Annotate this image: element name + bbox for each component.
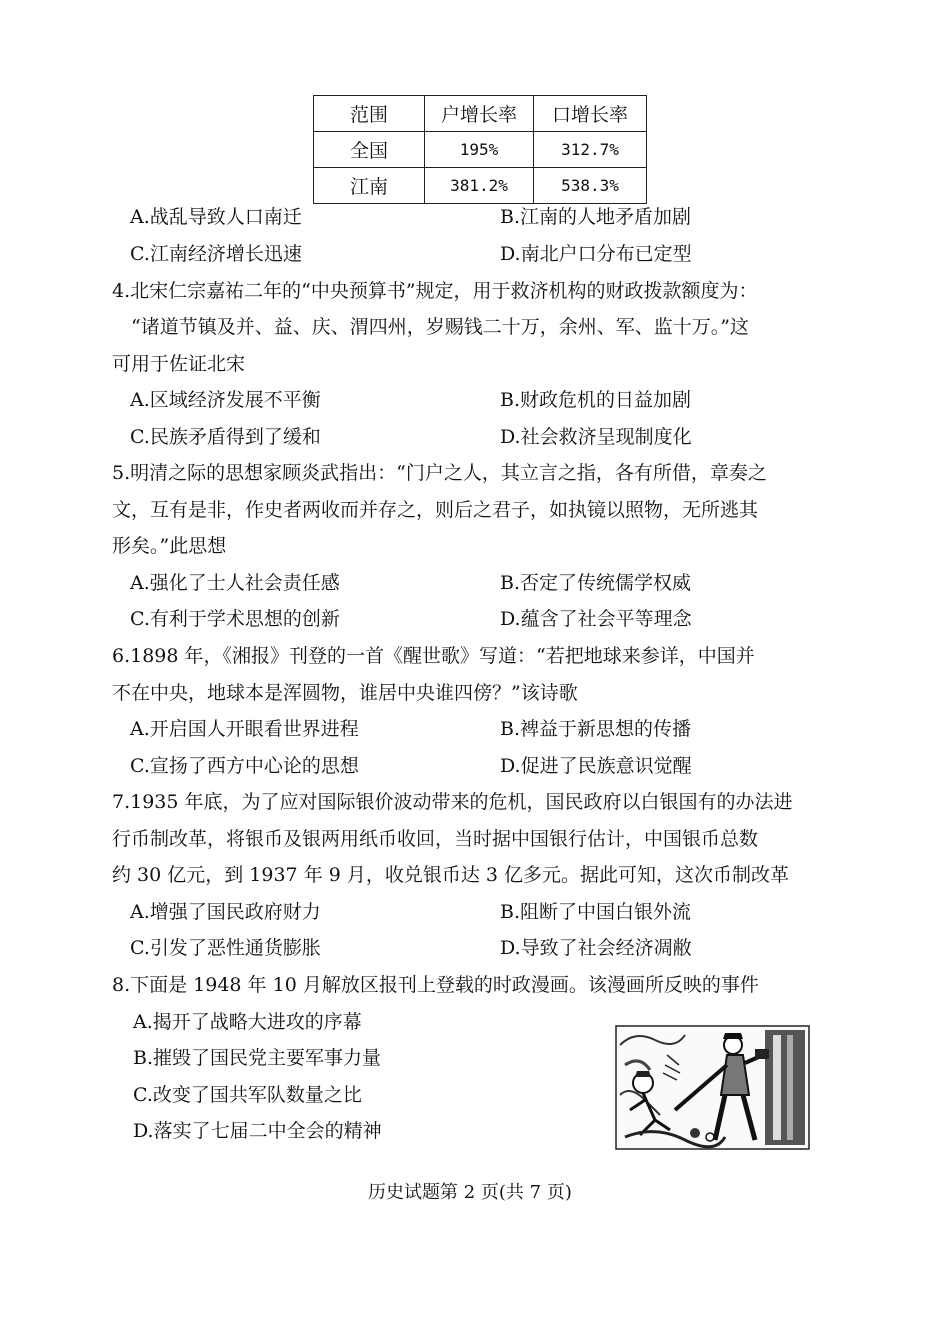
option-a: A.增强了国民政府财力	[130, 901, 321, 923]
question-stem: 4.北宋仁宗嘉祐二年的“中央预算书”规定，用于救济机构的财政拨款额度为：	[112, 280, 758, 302]
growth-rate-table	[313, 95, 647, 204]
table-header-row	[314, 96, 647, 132]
table-cell: 538.3%	[534, 168, 647, 204]
option-b: B.摧毁了国民党主要军事力量	[133, 1047, 382, 1069]
question-stem: 6.1898 年，《湘报》刊登的一首《醒世歌》写道：“若把地球来参详，中国并	[112, 645, 755, 667]
question-stem: 不在中央，地球本是浑圆物，谁居中央谁四傍？”该诗歌	[112, 682, 578, 704]
option-d: D.社会救济呈现制度化	[500, 426, 692, 448]
table-cell: 全国	[314, 132, 425, 168]
table-row	[314, 132, 647, 168]
table-row	[314, 168, 647, 204]
question-stem: 5.明清之际的思想家顾炎武指出：“门户之人，其立言之指，各有所借，章奏之	[112, 462, 767, 484]
option-d: D.蕴含了社会平等理念	[500, 608, 692, 630]
option-a: A.开启国人开眼看世界进程	[130, 718, 359, 740]
question-stem: 可用于佐证北宋	[112, 353, 246, 375]
option-c: C.有利于学术思想的创新	[130, 608, 340, 630]
option-b: B.裨益于新思想的传播	[500, 718, 692, 740]
option-d: D.促进了民族意识觉醒	[500, 755, 692, 777]
question-stem: 文，互有是非，作史者两收而并存之，则后之君子，如执镜以照物，无所逃其	[112, 499, 759, 521]
option-c: C.引发了恶性通货膨胀	[130, 937, 321, 959]
option-c: C.江南经济增长迅速	[130, 243, 302, 265]
option-c: C.宣扬了西方中心论的思想	[130, 755, 359, 777]
question-stem: “诸道节镇及并、益、庆、渭四州，岁赐钱二十万，余州、军、监十万。”这	[131, 316, 749, 338]
option-d: D.导致了社会经济凋敝	[500, 937, 692, 959]
option-b: B.江南的人地矛盾加剧	[500, 206, 692, 228]
option-d: D.南北户口分布已定型	[500, 243, 692, 265]
option-a: A.强化了士人社会责任感	[130, 572, 340, 594]
option-a: A.区域经济发展不平衡	[130, 389, 321, 411]
option-b: B.阻断了中国白银外流	[500, 901, 692, 923]
table-header-cell: 口增长率	[534, 96, 647, 132]
question-stem: 7.1935 年底，为了应对国际银价波动带来的危机，国民政府以白银国有的办法进	[112, 791, 793, 813]
question-stem: 8.下面是 1948 年 10 月解放区报刊上登载的时政漫画。该漫画所反映的事件	[112, 974, 759, 996]
option-a: A.揭开了战略大进攻的序幕	[133, 1011, 362, 1033]
option-b: B.否定了传统儒学权威	[500, 572, 692, 594]
page-footer: 历史试题第 2 页(共 7 页)	[368, 1182, 572, 1203]
option-b: B.财政危机的日益加剧	[500, 389, 692, 411]
table-header-cell: 范围	[314, 96, 425, 132]
question-stem: 形矣。”此思想	[112, 535, 227, 557]
option-c: C.改变了国共军队数量之比	[133, 1084, 362, 1106]
question-stem: 行币制改革，将银币及银两用纸币收回，当时据中国银行估计，中国银币总数	[112, 828, 759, 850]
question-stem: 约 30 亿元，到 1937 年 9 月，收兑银币达 3 亿多元。据此可知，这次币制改革	[112, 864, 790, 886]
option-d: D.落实了七届二中全会的精神	[133, 1120, 382, 1142]
table-cell: 江南	[314, 168, 425, 204]
table-cell: 312.7%	[534, 132, 647, 168]
table-cell: 195%	[425, 132, 534, 168]
option-a: A.战乱导致人口南迁	[130, 206, 302, 228]
option-c: C.民族矛盾得到了缓和	[130, 426, 321, 448]
table-cell: 381.2%	[425, 168, 534, 204]
table-header-cell: 户增长率	[425, 96, 534, 132]
political-cartoon-image	[615, 1025, 810, 1150]
